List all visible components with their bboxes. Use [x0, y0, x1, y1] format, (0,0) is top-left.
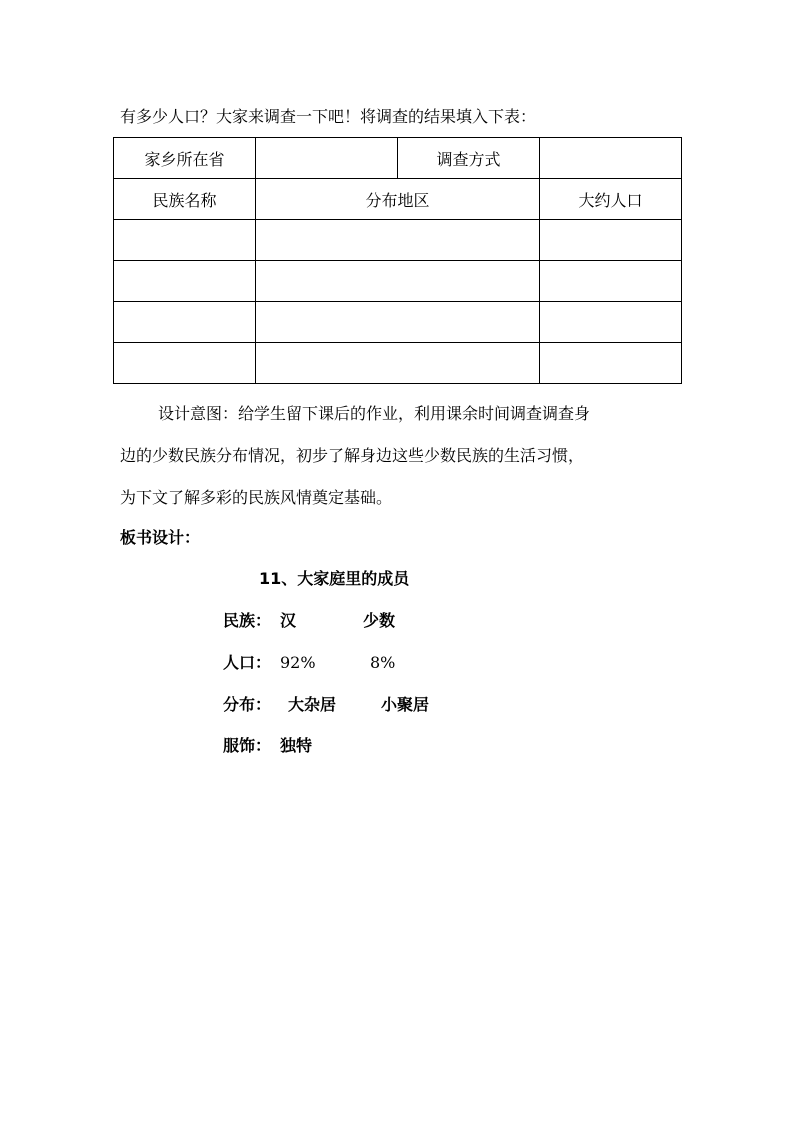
table-row-province [114, 138, 682, 179]
table-row [114, 343, 682, 384]
board-row-value-b: 小聚居 [381, 695, 430, 714]
header-ethnic-name: 民族名称 [114, 179, 256, 220]
board-row-population [223, 652, 396, 674]
design-intent-paragraph [120, 393, 680, 519]
board-row-distribution [223, 694, 430, 716]
design-intent-line: 为下文了解多彩的民族风情奠定基础。 [120, 488, 393, 507]
ethnic-name-cell[interactable] [114, 343, 256, 384]
survey-table [113, 137, 682, 384]
board-row-value-a: 92% [280, 653, 316, 672]
board-row-value-b: 少数 [363, 611, 396, 630]
board-row-label: 民族： [223, 611, 272, 630]
header-distribution: 分布地区 [256, 179, 540, 220]
province-value-cell[interactable] [256, 138, 398, 179]
intro-text: 有多少人口？大家来调查一下吧！将调查的结果填入下表： [120, 107, 537, 126]
table-header-row [114, 179, 682, 220]
board-row-value-a: 大杂居 [288, 695, 337, 714]
board-design-heading: 板书设计： [120, 528, 201, 547]
board-row-ethnicity [223, 610, 396, 632]
board-row-value-a: 独特 [280, 736, 313, 755]
board-row-clothing [223, 735, 313, 757]
population-cell[interactable] [540, 261, 682, 302]
method-value-cell[interactable] [540, 138, 682, 179]
distribution-cell[interactable] [256, 302, 540, 343]
population-cell[interactable] [540, 302, 682, 343]
board-row-label: 人口： [223, 653, 272, 672]
board-row-value-b: 8% [370, 653, 396, 672]
distribution-cell[interactable] [256, 220, 540, 261]
ethnic-name-cell[interactable] [114, 220, 256, 261]
table-row [114, 302, 682, 343]
board-row-label: 服饰： [223, 736, 272, 755]
population-cell[interactable] [540, 220, 682, 261]
design-intent-line: 设计意图：给学生留下课后的作业，利用课余时间调查调查身 [158, 404, 591, 423]
province-label-cell: 家乡所在省 [114, 138, 256, 179]
method-label-cell: 调查方式 [398, 138, 540, 179]
distribution-cell[interactable] [256, 343, 540, 384]
header-population: 大约人口 [540, 179, 682, 220]
table-row [114, 220, 682, 261]
design-intent-line: 边的少数民族分布情况，初步了解身边这些少数民族的生活习惯， [120, 446, 585, 465]
board-row-value-a: 汉 [280, 611, 297, 630]
ethnic-name-cell[interactable] [114, 302, 256, 343]
distribution-cell[interactable] [256, 261, 540, 302]
board-row-label: 分布： [223, 695, 272, 714]
population-cell[interactable] [540, 343, 682, 384]
ethnic-name-cell[interactable] [114, 261, 256, 302]
table-row [114, 261, 682, 302]
board-title: 11、大家庭里的成员 [259, 569, 410, 588]
